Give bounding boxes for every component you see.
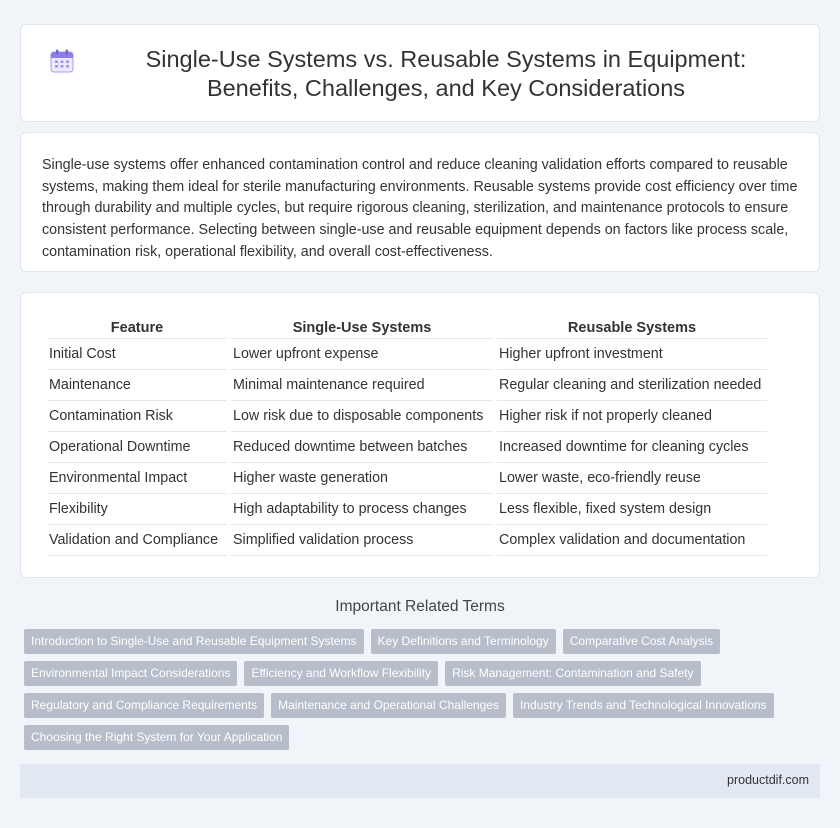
table-cell: Environmental Impact (47, 463, 227, 494)
table-cell: Maintenance (47, 370, 227, 401)
table-cell: Low risk due to disposable components (231, 401, 493, 432)
comparison-table-card (20, 292, 820, 578)
comparison-table (43, 317, 771, 556)
related-term-tag[interactable]: Regulatory and Compliance Requirements (24, 693, 264, 718)
table-cell: Reduced downtime between batches (231, 432, 493, 463)
table-cell: Lower upfront expense (231, 339, 493, 370)
table-cell: Less flexible, fixed system design (497, 494, 767, 525)
table-cell: Operational Downtime (47, 432, 227, 463)
related-term-tag[interactable]: Efficiency and Workflow Flexibility (244, 661, 438, 686)
header-card (20, 24, 820, 122)
table-row (47, 370, 767, 401)
table-header-row (47, 317, 767, 339)
column-header-reusable: Reusable Systems (497, 317, 767, 339)
table-row (47, 463, 767, 494)
table-cell: Lower waste, eco-friendly reuse (497, 463, 767, 494)
related-term-tag[interactable]: Introduction to Single-Use and Reusable Equipment Systems (24, 629, 364, 654)
table-row (47, 339, 767, 370)
related-terms-list (24, 629, 816, 757)
calendar-icon (49, 48, 75, 74)
footer (20, 764, 820, 798)
table-row (47, 525, 767, 556)
intro-card (20, 132, 820, 272)
table-cell: Contamination Risk (47, 401, 227, 432)
table-cell: Increased downtime for cleaning cycles (497, 432, 767, 463)
related-term-tag[interactable]: Industry Trends and Technological Innovations (513, 693, 774, 718)
table-cell: Complex validation and documentation (497, 525, 767, 556)
table-cell: Minimal maintenance required (231, 370, 493, 401)
table-cell: Validation and Compliance (47, 525, 227, 556)
table-cell: Initial Cost (47, 339, 227, 370)
column-header-feature: Feature (47, 317, 227, 339)
table-cell: Higher waste generation (231, 463, 493, 494)
intro-text: Single-use systems offer enhanced contamination control and reduce cleaning validation efforts compared to reusable systems, making them ideal for sterile manufacturing environments. Reusable systems provide cost efficiency over time through durability and multiple cycles, but require rigorous cleaning, sterilization, and maintenance protocols to ensure consistent performance. Selecting between single-use and reusable equipment depends on factors like process scale, contamination risk, operational flexibility, and overall cost-effectiveness. (42, 157, 798, 260)
related-terms-title: Important Related Terms (335, 598, 505, 615)
table-cell: Simplified validation process (231, 525, 493, 556)
table-cell: Higher upfront investment (497, 339, 767, 370)
related-term-tag[interactable]: Comparative Cost Analysis (563, 629, 720, 654)
related-term-tag[interactable]: Environmental Impact Considerations (24, 661, 237, 686)
table-row (47, 432, 767, 463)
related-term-tag[interactable]: Choosing the Right System for Your Application (24, 725, 289, 750)
related-term-tag[interactable]: Maintenance and Operational Challenges (271, 693, 506, 718)
related-term-tag[interactable]: Key Definitions and Terminology (371, 629, 556, 654)
table-row (47, 494, 767, 525)
footer-site-link[interactable]: productdif.com (727, 773, 809, 787)
table-cell: Flexibility (47, 494, 227, 525)
table-cell: Higher risk if not properly cleaned (497, 401, 767, 432)
related-term-tag[interactable]: Risk Management: Contamination and Safety (445, 661, 700, 686)
table-cell: Regular cleaning and sterilization needed (497, 370, 767, 401)
page-title: Single-Use Systems vs. Reusable Systems in Equipment: Benefits, Challenges, and Key Considerations (145, 46, 747, 101)
table-cell: High adaptability to process changes (231, 494, 493, 525)
table-row (47, 401, 767, 432)
column-header-single-use: Single-Use Systems (231, 317, 493, 339)
